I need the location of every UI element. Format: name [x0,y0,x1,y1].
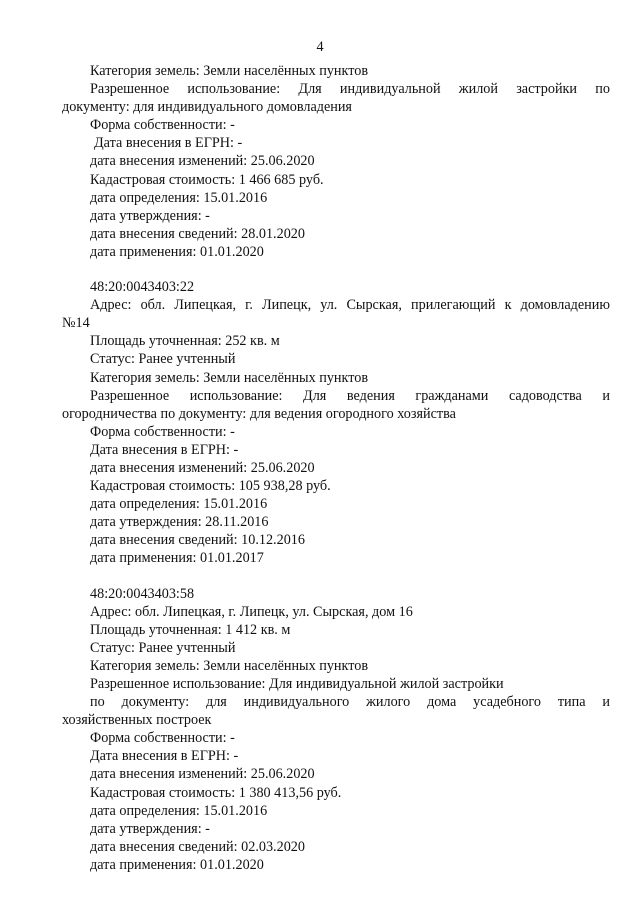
egrn-date: Дата внесения в ЕГРН: - [90,441,239,458]
ownership-form: Форма собственности: - [90,730,235,747]
status: Статус: Ранее учтенный [90,351,236,368]
determination-date: дата определения: 15.01.2016 [90,802,268,819]
land-category: Категория земель: Земли населённых пунктов [90,369,369,386]
permitted-use-continued: документу: для индивидуального домовладения [62,99,352,116]
parcel-block-3 [62,585,610,875]
cadastral-number: 48:20:0043403:22 [90,279,195,296]
determination-date: дата определения: 15.01.2016 [90,496,268,513]
changes-date: дата внесения изменений: 25.06.2020 [90,459,315,476]
permitted-use-continued: огородничества по документу: для ведения огородного хозяйства [62,405,456,422]
info-entry-date: дата внесения сведений: 10.12.2016 [90,532,305,549]
land-category: Категория земель: Земли населённых пунктов [90,657,369,674]
cadastral-value: Кадастровая стоимость: 105 938,28 руб. [90,478,331,495]
cadastral-value: Кадастровая стоимость: 1 380 413,56 руб. [90,784,342,801]
permitted-use-document: по документу: для индивидуального жилого дома усадебного типа и [90,694,610,711]
permitted-use: Разрешенное использование: Для индивидуальной жилой застройки по [90,81,610,98]
address: Адрес: обл. Липецкая, г. Липецк, ул. Сырская, дом 16 [90,603,413,620]
approval-date: дата утверждения: - [90,207,210,224]
determination-date: дата определения: 15.01.2016 [90,189,268,206]
changes-date: дата внесения изменений: 25.06.2020 [90,766,315,783]
document-body [62,62,610,874]
egrn-date: Дата внесения в ЕГРН: - [90,748,239,765]
info-entry-date: дата внесения сведений: 28.01.2020 [90,225,305,242]
info-entry-date: дата внесения сведений: 02.03.2020 [90,838,305,855]
ownership-form: Форма собственности: - [90,117,235,134]
address: Адрес: обл. Липецкая, г. Липецк, ул. Сырская, прилегающий к домовладению [90,297,610,314]
approval-date: дата утверждения: 28.11.2016 [90,514,269,531]
application-date: дата применения: 01.01.2020 [90,856,264,873]
cadastral-number: 48:20:0043403:58 [90,585,195,602]
application-date: дата применения: 01.01.2017 [90,550,264,567]
area: Площадь уточненная: 1 412 кв. м [90,621,291,638]
parcel-block-2 [62,278,610,568]
permitted-use-document-continued: хозяйственных построек [62,712,212,729]
address-continued: №14 [62,315,90,332]
page-number: 4 [316,39,324,55]
land-category: Категория земель: Земли населённых пунктов [90,63,369,79]
permitted-use: Разрешенное использование: Для ведения гражданами садоводства и [90,387,610,404]
approval-date: дата утверждения: - [90,820,210,837]
cadastral-value: Кадастровая стоимость: 1 466 685 руб. [90,171,324,188]
parcel-block-1 [62,62,610,261]
area: Площадь уточненная: 252 кв. м [90,333,280,350]
egrn-date: Дата внесения в ЕГРН: - [94,135,243,152]
status: Статус: Ранее учтенный [90,639,236,656]
permitted-use: Разрешенное использование: Для индивидуальной жилой застройки [90,676,504,692]
application-date: дата применения: 01.01.2020 [90,243,264,260]
ownership-form: Форма собственности: - [90,423,235,440]
changes-date: дата внесения изменений: 25.06.2020 [90,153,315,170]
